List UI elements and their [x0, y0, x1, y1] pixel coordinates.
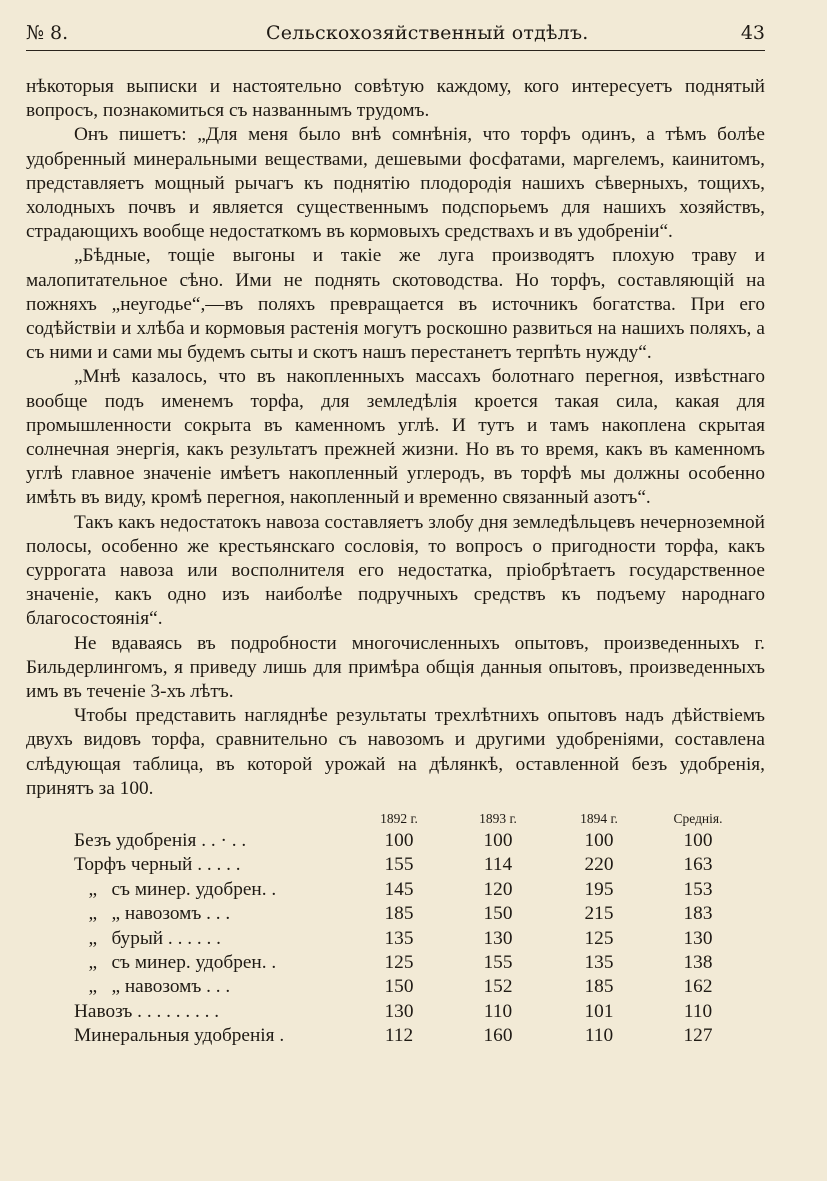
- table-row: [26, 1000, 765, 1024]
- table-cell: 125: [384, 952, 414, 974]
- row-label: „ бурый . . . . . .: [74, 927, 221, 949]
- table-cell: 185: [384, 903, 414, 925]
- section-title: Сельскохозяйственный отдѣлъ.: [266, 22, 589, 44]
- column-header: 1892 г.: [380, 811, 418, 827]
- table-cell: 125: [584, 927, 614, 949]
- table-cell: 100: [483, 830, 513, 852]
- table-row: [26, 927, 765, 951]
- table-cell: 195: [584, 878, 614, 900]
- table-row: [26, 902, 765, 926]
- table-cell: 162: [683, 976, 713, 998]
- table-cell: 150: [384, 976, 414, 998]
- table-cell: 110: [683, 1000, 713, 1022]
- row-label: „ „ навозомъ . . .: [74, 903, 231, 925]
- table-cell: 145: [384, 878, 414, 900]
- table-cell: 100: [384, 830, 414, 852]
- column-header: Среднія.: [673, 811, 723, 827]
- table-cell: 153: [683, 878, 713, 900]
- paragraph: Такъ какъ недостатокъ навоза составляетъ злобу дня земледѣльцевъ нечерноземной полосы, особенно же крестьянскаго сословія, то вопросъ о пригодности торфа, какъ суррогата навоза или восполнителя его недостатка, пріобрѣтаетъ государственное значеніе, какъ одно изъ наиболѣе подручныхъ средствъ къ подъему народнаго благосостоянія“.: [26, 511, 765, 630]
- table-row: [26, 951, 765, 975]
- table-cell: 155: [384, 854, 414, 876]
- table-cell: 215: [584, 903, 614, 925]
- table-row: [26, 829, 765, 853]
- table-cell: 163: [683, 854, 713, 876]
- table-cell: 100: [683, 830, 713, 852]
- row-label: „ съ минер. удобрен. .: [74, 878, 277, 900]
- row-label: Безъ удобренія . . · . .: [74, 830, 247, 852]
- table-row: [26, 1024, 765, 1048]
- table-cell: 114: [483, 854, 513, 876]
- table-row: [26, 975, 765, 999]
- column-header: 1893 г.: [479, 811, 517, 827]
- table-cell: 220: [584, 854, 614, 876]
- table-row: [26, 853, 765, 877]
- paragraph: „Бѣдные, тощіе выгоны и такіе же луга производятъ плохую траву и малопитательное сѣно. Ими не поднять скотоводства. Но торфъ, составляющій на пожняхъ „неугодье“,—въ поляхъ превращается въ источникъ богатства. При его содѣйствіи и хлѣба и кормовыя растенія могутъ роскошно развиться на нашихъ поляхъ, а съ ними и сами мы будемъ сыты и скотъ нашъ перестанетъ терпѣть нужду“.: [26, 245, 765, 364]
- issue-number: № 8.: [26, 22, 69, 44]
- header-rule: [26, 50, 765, 51]
- paragraph: Чтобы представить нагляднѣе результаты трехлѣтнихъ опытовъ надъ дѣйствіемъ двухъ видовъ торфа, сравнительно съ навозомъ и другими удобреніями, составлена слѣдующая таблица, въ которой урожай на дѣлянкѣ, оставленной безъ удобренія, принятъ за 100.: [26, 705, 765, 799]
- page-number: 43: [740, 22, 765, 44]
- table-cell: 160: [483, 1025, 513, 1047]
- row-label: Минеральныя удобренія .: [74, 1025, 285, 1047]
- table-cell: 150: [483, 903, 513, 925]
- table-cell: 135: [384, 927, 414, 949]
- paragraph: Онъ пишетъ: „Для меня было внѣ сомнѣнія, что торфъ одинъ, а тѣмъ болѣе удобренный минеральными веществами, дешевыми фосфатами, маргелемъ, каинитомъ, представляетъ мощный рычагъ къ поднятію плодородія нашихъ сѣверныхъ, тощихъ, холодныхъ почвъ и является существеннымъ подспорьемъ для нашихъ хозяйствъ, страдающихъ вообще недостаткомъ въ кормовыхъ средствахъ и въ удобреніи“.: [26, 124, 765, 243]
- row-label: „ „ навозомъ . . .: [74, 976, 231, 998]
- table-row: [26, 878, 765, 902]
- table-cell: 130: [683, 927, 713, 949]
- table-cell: 155: [483, 952, 513, 974]
- article-body: [26, 75, 765, 801]
- table-cell: 185: [584, 976, 614, 998]
- row-label: „ съ минер. удобрен. .: [74, 952, 277, 974]
- yield-table: [26, 809, 765, 1049]
- table-cell: 101: [584, 1000, 614, 1022]
- column-header: 1894 г.: [580, 811, 618, 827]
- table-cell: 138: [683, 952, 713, 974]
- row-label: Навозъ . . . . . . . . .: [74, 1000, 220, 1022]
- row-label: Торфъ черный . . . . .: [74, 854, 241, 876]
- table-cell: 112: [384, 1025, 414, 1047]
- paragraph: Не вдаваясь въ подробности многочисленныхъ опытовъ, произведенныхъ г. Бильдерлингомъ, я приведу лишь для примѣра общія данныя опытовъ, произведенныхъ имъ въ теченіе 3-хъ лѣтъ.: [26, 632, 765, 703]
- table-cell: 127: [683, 1025, 713, 1047]
- table-header: [26, 809, 765, 829]
- table-cell: 110: [584, 1025, 614, 1047]
- table-cell: 130: [483, 927, 513, 949]
- table-cell: 110: [483, 1000, 513, 1022]
- table-cell: 130: [384, 1000, 414, 1022]
- table-cell: 183: [683, 903, 713, 925]
- paragraph: нѣкоторыя выписки и настоятельно совѣтую каждому, кого интересуетъ поднятый вопросъ, познакомиться съ названнымъ трудомъ.: [26, 76, 765, 122]
- table-cell: 100: [584, 830, 614, 852]
- table-cell: 135: [584, 952, 614, 974]
- table-cell: 120: [483, 878, 513, 900]
- paragraph: „Мнѣ казалось, что въ накопленныхъ массахъ болотнаго перегноя, извѣстнаго вообще подъ именемъ торфа, для земледѣлія кроется такая сила, какая для промышленности сокрыта въ каменномъ углѣ. И тутъ и тамъ накоплена скрытая солнечная энергія, какъ результатъ прежней жизни. Но въ то время, какъ въ каменномъ углѣ главное значеніе имѣетъ накопленный углеродъ, въ торфѣ мы должны особенно имѣть въ виду, кромѣ перегноя, накопленный и временно связанный азотъ“.: [26, 366, 765, 509]
- page-header: [26, 22, 765, 44]
- table-cell: 152: [483, 976, 513, 998]
